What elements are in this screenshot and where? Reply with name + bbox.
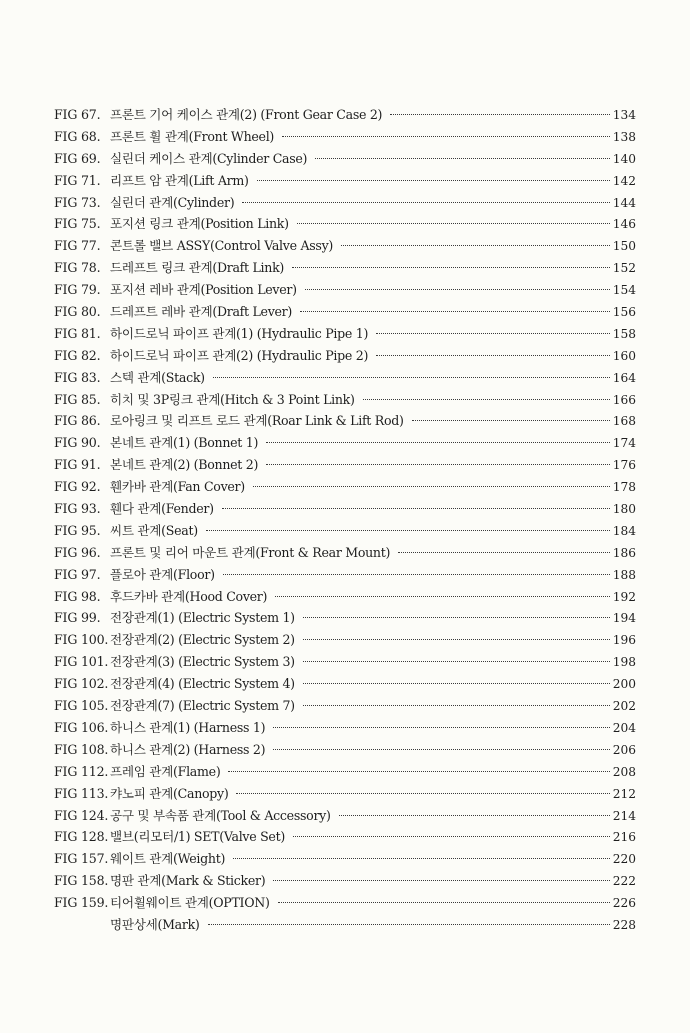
figure-number: FIG 80.: [54, 304, 101, 320]
figure-number: FIG 128.: [54, 829, 109, 845]
figure-number: FIG 98.: [54, 588, 101, 604]
page-number: 156: [612, 305, 636, 320]
dot-leader: [398, 552, 610, 553]
dot-leader: [213, 377, 610, 378]
toc-entry: [54, 235, 636, 257]
entry-title: 본네트 관계(2) (Bonnet 2): [110, 457, 259, 473]
entry-title: 플로아 관계(Floor): [110, 566, 215, 582]
toc-entry: [54, 607, 636, 629]
page-number: 140: [612, 151, 636, 166]
entry-title: 리프트 암 관계(Lift Arm): [110, 172, 249, 188]
toc-entry: [54, 520, 636, 542]
dot-leader: [292, 267, 610, 268]
dot-leader: [273, 880, 610, 881]
toc-entry: [54, 476, 636, 498]
toc-entry: [54, 213, 636, 235]
entry-title: 전장관계(1) (Electric System 1): [110, 610, 295, 626]
figure-number: FIG 112.: [54, 763, 109, 779]
dot-leader: [341, 245, 610, 246]
figure-number: FIG 113.: [54, 785, 109, 801]
entry-title: 휀다 관계(Fender): [110, 501, 214, 517]
figure-number: FIG 100.: [54, 632, 109, 648]
toc-entry: [54, 629, 636, 651]
figure-number: FIG 95.: [54, 522, 101, 538]
page-number: 228: [612, 917, 636, 932]
figure-number: FIG 96.: [54, 544, 101, 560]
toc-entry: [54, 892, 636, 914]
entry-title: 프레임 관계(Flame): [110, 763, 221, 779]
toc-entry: [54, 301, 636, 323]
entry-title: 공구 및 부속품 관계(Tool & Accessory): [110, 807, 331, 823]
dot-leader: [390, 114, 610, 115]
page-number: 150: [612, 239, 636, 254]
entry-title: 전장관계(7) (Electric System 7): [110, 698, 295, 714]
figure-number: FIG 77.: [54, 238, 101, 254]
dot-leader: [303, 639, 610, 640]
dot-leader: [303, 617, 610, 618]
figure-number: FIG 158.: [54, 873, 109, 889]
entry-title: 후드카바 관계(Hood Cover): [110, 588, 268, 604]
dot-leader: [257, 180, 610, 181]
dot-leader: [228, 771, 610, 772]
figure-number: FIG 79.: [54, 282, 101, 298]
page-number: 180: [612, 502, 636, 517]
entry-title: 하이드로닉 파이프 관계(1) (Hydraulic Pipe 1): [110, 325, 369, 341]
dot-leader: [305, 289, 610, 290]
figure-number: FIG 159.: [54, 895, 109, 911]
page-number: 198: [612, 655, 636, 670]
page-number: 142: [612, 173, 636, 188]
toc-entry: [54, 257, 636, 279]
page-number: 226: [612, 896, 636, 911]
dot-leader: [242, 202, 610, 203]
entry-title: 하이드로닉 파이프 관계(2) (Hydraulic Pipe 2): [110, 347, 369, 363]
page-number: 186: [612, 545, 636, 560]
toc-entry: [54, 914, 636, 936]
page-number: 200: [612, 677, 636, 692]
figure-number: FIG 73.: [54, 194, 101, 210]
entry-title: 콘트롤 밸브 ASSY(Control Valve Assy): [110, 238, 334, 254]
dot-leader: [275, 596, 610, 597]
entry-title: 프론트 기어 케이스 관계(2) (Front Gear Case 2): [110, 107, 383, 122]
dot-leader: [303, 705, 610, 706]
page-number: 134: [612, 108, 636, 122]
entry-title: 로아링크 및 리프트 로드 관계(Roar Link & Lift Rod): [110, 413, 404, 429]
entry-title: 하니스 관계(1) (Harness 1): [110, 719, 266, 735]
dot-leader: [273, 749, 610, 750]
dot-leader: [297, 223, 610, 224]
toc-entry: [54, 542, 636, 564]
dot-leader: [412, 420, 610, 421]
figure-number: FIG 108.: [54, 741, 109, 757]
figure-number: FIG 71.: [54, 172, 101, 188]
page-number: 176: [612, 458, 636, 473]
dot-leader: [376, 355, 610, 356]
figure-number: FIG 85.: [54, 391, 101, 407]
figure-number: FIG 90.: [54, 435, 101, 451]
page-number: 202: [612, 699, 636, 714]
dot-leader: [278, 902, 610, 903]
figure-number: FIG 93.: [54, 501, 101, 517]
figure-number: FIG 91.: [54, 457, 101, 473]
entry-title: 명판상세(Mark): [110, 916, 200, 932]
page-number: 188: [612, 567, 636, 582]
dot-leader: [208, 924, 610, 925]
toc-entry: [54, 126, 636, 148]
entry-title: 명판 관계(Mark & Sticker): [110, 873, 266, 889]
page-number: 164: [612, 370, 636, 385]
page-number: 146: [612, 217, 636, 232]
entry-title: 캬노피 관계(Canopy): [110, 785, 229, 801]
dot-leader: [303, 661, 610, 662]
dot-leader: [236, 793, 610, 794]
toc-entry: [54, 279, 636, 301]
entry-title: 티어휠웨이트 관계(OPTION): [110, 895, 270, 911]
page-number: 194: [612, 611, 636, 626]
page-number: 204: [612, 720, 636, 735]
dot-leader: [206, 530, 610, 531]
toc-entry: [54, 717, 636, 739]
figure-number: FIG 69.: [54, 150, 101, 166]
page-number: 158: [612, 326, 636, 341]
figure-number: FIG 124.: [54, 807, 109, 823]
toc-entry: [54, 805, 636, 827]
toc-entry: [54, 651, 636, 673]
figure-number: FIG 78.: [54, 260, 101, 276]
page-number: 220: [612, 852, 636, 867]
dot-leader: [266, 442, 610, 443]
entry-title: 밸브(리모터/1) SET(Valve Set): [110, 829, 285, 845]
toc-entry: [54, 848, 636, 870]
figure-number: FIG 81.: [54, 325, 101, 341]
toc-entry: [54, 783, 636, 805]
page-number: 216: [612, 830, 636, 845]
toc-entry: [54, 345, 636, 367]
toc-entry: [54, 410, 636, 432]
figure-number: FIG 68.: [54, 128, 101, 144]
toc-entry: [54, 870, 636, 892]
page-number: 208: [612, 764, 636, 779]
page-number: 184: [612, 523, 636, 538]
entry-title: 하니스 관계(2) (Harness 2): [110, 741, 266, 757]
toc-entry: [54, 498, 636, 520]
page-number: 166: [612, 392, 636, 407]
toc-entry: [54, 695, 636, 717]
toc-entry: [54, 104, 636, 126]
figure-number: FIG 86.: [54, 413, 101, 429]
dot-leader: [339, 815, 610, 816]
toc-entry: [54, 367, 636, 389]
entry-title: 실린더 케이스 관계(Cylinder Case): [110, 150, 308, 166]
page-number: 154: [612, 283, 636, 298]
figure-number: FIG 97.: [54, 566, 101, 582]
figure-number: FIG 83.: [54, 369, 101, 385]
dot-leader: [273, 727, 610, 728]
figure-number: FIG 75.: [54, 216, 101, 232]
entry-title: 전장관계(2) (Electric System 2): [110, 632, 295, 648]
dot-leader: [300, 311, 610, 312]
toc-entry: [54, 323, 636, 345]
page-number: 144: [612, 195, 636, 210]
page-number: 152: [612, 261, 636, 276]
figure-number: FIG 105.: [54, 698, 109, 714]
entry-title: 히치 및 3P링크 관계(Hitch & 3 Point Link): [110, 391, 355, 407]
figure-number: FIG 92.: [54, 479, 101, 495]
toc-entry: [54, 454, 636, 476]
toc-entry: [54, 673, 636, 695]
dot-leader: [376, 333, 610, 334]
page-number: 192: [612, 589, 636, 604]
toc-entry: [54, 761, 636, 783]
page-number: 160: [612, 348, 636, 363]
page-number: 222: [612, 874, 636, 889]
entry-title: 드레프트 레바 관계(Draft Lever): [110, 304, 293, 320]
page-number: 212: [612, 786, 636, 801]
page-number: 196: [612, 633, 636, 648]
toc-entry: [54, 739, 636, 761]
figure-number: FIG 106.: [54, 719, 109, 735]
entry-title: 전장관계(4) (Electric System 4): [110, 676, 295, 692]
entry-title: 드레프트 링크 관계(Draft Link): [110, 260, 285, 276]
entry-title: 실린더 관계(Cylinder): [110, 194, 235, 210]
entry-title: 전장관계(3) (Electric System 3): [110, 654, 295, 670]
dot-leader: [266, 464, 610, 465]
dot-leader: [315, 158, 610, 159]
toc-entry: [54, 170, 636, 192]
entry-title: 스텍 관계(Stack): [110, 369, 205, 385]
page-number: 206: [612, 742, 636, 757]
entry-title: 프론트 및 리어 마운트 관계(Front & Rear Mount): [110, 544, 391, 560]
toc-entry: [54, 826, 636, 848]
toc-entry: [54, 389, 636, 411]
page-number: 138: [612, 129, 636, 144]
page-number: 174: [612, 436, 636, 451]
page-number: 214: [612, 808, 636, 823]
page-number: 178: [612, 480, 636, 495]
dot-leader: [222, 508, 610, 509]
entry-title: 포지션 링크 관계(Position Link): [110, 216, 289, 232]
toc-entry: [54, 586, 636, 608]
figure-number: FIG 82.: [54, 347, 101, 363]
entry-title: 프론트 휠 관계(Front Wheel): [110, 128, 275, 144]
entry-title: 휀카바 관계(Fan Cover): [110, 479, 245, 495]
dot-leader: [282, 136, 610, 137]
dot-leader: [233, 858, 610, 859]
dot-leader: [363, 399, 610, 400]
toc-entry: [54, 432, 636, 454]
dot-leader: [293, 836, 610, 837]
toc-entry: [54, 148, 636, 170]
toc-entry: [54, 564, 636, 586]
entry-title: 씨트 관계(Seat): [110, 522, 198, 538]
dot-leader: [303, 683, 610, 684]
entry-title: 포지션 레바 관계(Position Lever): [110, 282, 297, 298]
toc-entry: [54, 192, 636, 214]
dot-leader: [253, 486, 610, 487]
figure-number: FIG 102.: [54, 676, 109, 692]
figure-number: FIG 99.: [54, 610, 101, 626]
entry-title: 웨이트 관계(Weight): [110, 851, 226, 867]
figure-number: FIG 157.: [54, 851, 109, 867]
dot-leader: [223, 574, 610, 575]
table-of-contents: [54, 104, 636, 936]
figure-number: FIG 67.: [54, 107, 101, 122]
page-number: 168: [612, 414, 636, 429]
figure-number: FIG 101.: [54, 654, 109, 670]
entry-title: 본네트 관계(1) (Bonnet 1): [110, 435, 259, 451]
